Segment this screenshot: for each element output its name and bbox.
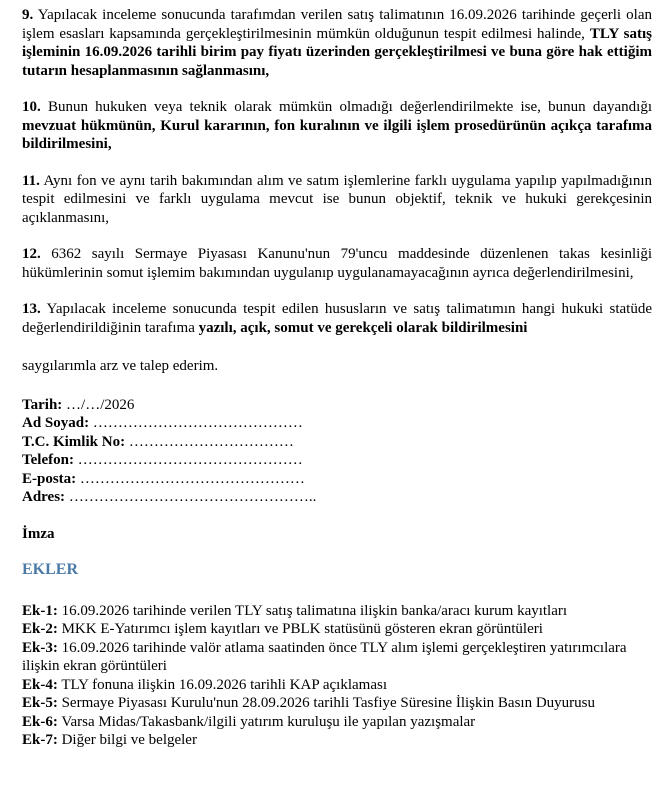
field-value: …………………………… (125, 433, 294, 450)
attachment-label: Ek-5: (22, 695, 58, 711)
field-label: E-posta: (22, 470, 77, 487)
paragraph-text: Aynı fon ve aynı tarih bakımından alım ve satım işlemlerine farklı uygulama yapılıp yapılmadığının tespit edilmesini ve farklı uygulama mevcut ise bunun objektif, teknik ve hukuki gerekçesinin açıklanmasını, (22, 172, 652, 226)
attachment-item (22, 676, 652, 695)
paragraph-number: 10. (22, 99, 41, 115)
paragraph-number: 12. (22, 246, 41, 262)
attachment-item (22, 731, 652, 750)
attachment-label: Ek-4: (22, 676, 58, 693)
field-label: Telefon: (22, 452, 74, 468)
field-label: T.C. Kimlik No: (22, 433, 126, 450)
field-date (22, 396, 652, 415)
field-phone (22, 451, 652, 470)
paragraph-12 (22, 245, 652, 282)
field-address (22, 488, 652, 507)
signature-label: İmza (22, 525, 55, 542)
attachment-text: 16.09.2026 tarihinde valör atlama saatinden önce TLY alım işlemi gerçekleştiren yatırımcılara ilişkin ekran görüntüleri (22, 639, 627, 674)
field-value: ……………………………………… (76, 470, 305, 487)
field-value: ……………………………………… (73, 452, 303, 468)
field-label: Adres: (22, 489, 66, 505)
attachment-item (22, 694, 652, 713)
attachment-label: Ek-1: (22, 602, 58, 619)
attachment-item (22, 639, 652, 676)
paragraph-text: Yapılacak inceleme sonucunda tespit edilen hususların ve satış talimatımın hangi hukuki statüde değerlendirildiğinin tarafıma (22, 301, 652, 336)
paragraph-number: 13. (22, 301, 41, 317)
attachment-item (22, 620, 652, 639)
attachment-label: Ek-6: (22, 713, 58, 730)
attachment-text: TLY fonuna ilişkin 16.09.2026 tarihli KAP açıklaması (57, 676, 387, 693)
field-label: Tarih: (22, 396, 63, 413)
signature-fields (22, 396, 652, 507)
attachments-heading: EKLER (22, 561, 79, 578)
paragraph-text: Bunun hukuken veya teknik olarak mümkün olmadığı değerlendirilmekte ise, bunun dayandığı (40, 99, 652, 115)
field-value: ………………………………………….. (65, 489, 317, 505)
paragraph-13 (22, 300, 652, 337)
field-value: …………………………………… (89, 415, 303, 431)
attachment-label: Ek-3: (22, 639, 58, 656)
attachment-label: Ek-7: (22, 732, 58, 748)
paragraph-text: 6362 sayılı Sermaye Piyasası Kanunu'nun 79'uncu maddesinde düzenlenen takas kesinliği hükümlerinin somut işlemim bakımından uygulanıp uygulanamayacağının ayrıca değerlendirilmesini, (22, 246, 652, 281)
paragraph-9 (22, 6, 652, 80)
paragraph-text-bold: TLY satış işleminin 16.09.2026 tarihli birim pay fiyatı üzerinden gerçekleştirilmesi ve buna göre hak ettiğim tutarın hesaplanmasının sağlanmasını, (22, 25, 653, 79)
attachment-text: 16.09.2026 tarihinde verilen TLY satış talimatına ilişkin banka/aracı kurum kayıtları (57, 602, 568, 619)
paragraph-text-bold: yazılı, açık, somut ve gerekçeli olarak bildirilmesini (198, 319, 528, 336)
attachment-text: Diğer bilgi ve belgeler (57, 732, 197, 748)
closing-statement: saygılarımla arz ve talep ederim. (22, 358, 219, 374)
paragraph-11 (22, 172, 652, 228)
attachment-text: Varsa Midas/Takasbank/ilgili yatırım kuruluşu ile yapılan yazışmalar (57, 713, 476, 730)
field-name (22, 414, 652, 433)
attachment-text: MKK E-Yatırımcı işlem kayıtları ve PBLK statüsünü gösteren ekran görüntüleri (57, 621, 543, 637)
attachments-list (22, 602, 652, 750)
field-value: …/…/2026 (62, 396, 135, 413)
paragraph-number: 9. (22, 7, 34, 23)
paragraph-10 (22, 98, 652, 154)
field-email (22, 470, 652, 489)
field-label: Ad Soyad: (22, 415, 90, 431)
paragraph-text: Yapılacak inceleme sonucunda tarafımdan verilen satış talimatının 16.09.2026 tarihinde geçerli olan işlem esasları kapsamında gerçekleştirilmesinin mümkün olduğunun tespit edilmesi halinde, (22, 7, 652, 42)
field-id-number (22, 433, 652, 452)
attachment-item (22, 602, 652, 621)
attachment-text: Sermaye Piyasası Kurulu'nun 28.09.2026 tarihli Tasfiye Süresine İlişkin Basın Duyurusu (57, 695, 595, 711)
attachment-item (22, 713, 652, 732)
paragraph-number: 11. (22, 172, 40, 189)
attachment-label: Ek-2: (22, 621, 58, 637)
paragraph-text-bold: mevzuat hükmünün, Kurul kararının, fon kuralının ve ilgili işlem prosedürünün açıkça tarafıma bildirilmesini, (22, 117, 652, 152)
